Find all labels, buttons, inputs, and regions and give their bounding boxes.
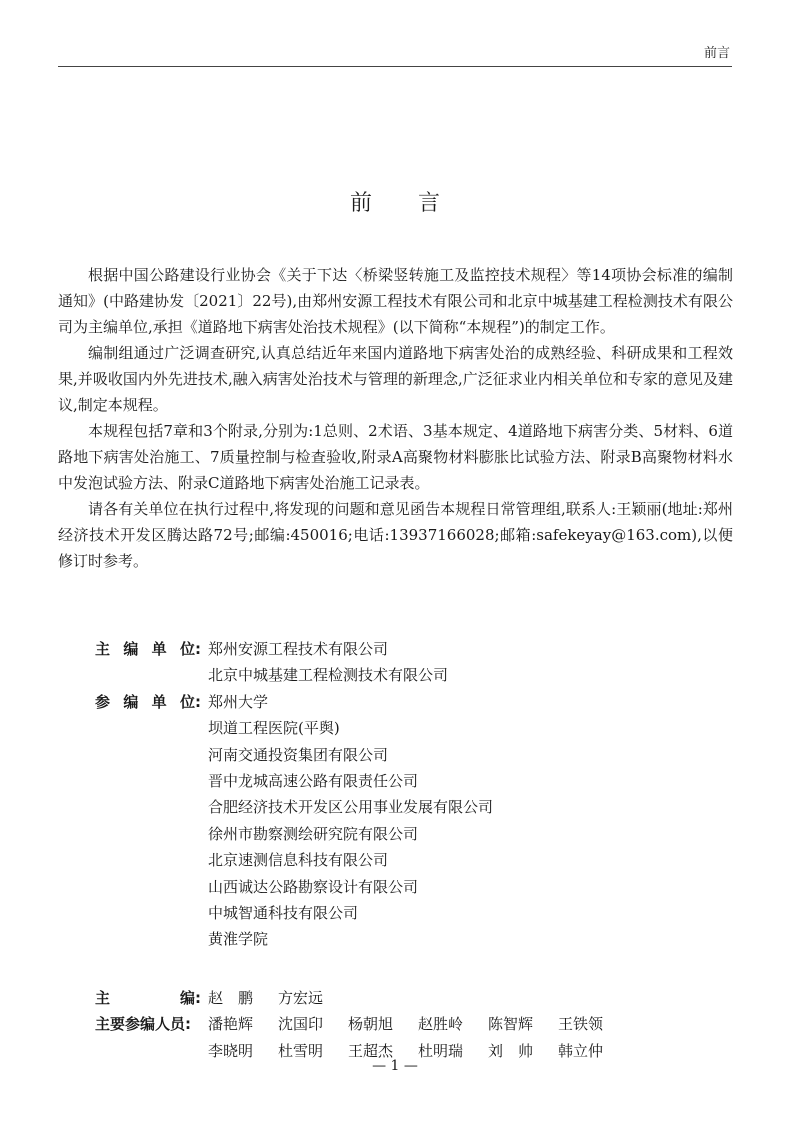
person-name: 杜雪明 [278,1041,324,1060]
unit-item: 中城智通科技有限公司 [208,903,359,922]
paragraph: 请各有关单位在执行过程中,将发现的问题和意见函告本规程日常管理组,联系人:王颖丽(地址:郑州经济技术开发区腾达路72号;邮编:450016;电话:13937166028;邮箱:safekeyay@163.com),以便修订时参考。 [58,500,733,570]
label-colon: : [195,989,201,1007]
participating-units-list [208,689,493,953]
person-name: 陈智辉 [488,1015,534,1034]
label-colon: : [195,640,201,658]
label-char: 单 [151,692,167,711]
running-header: 前言 [703,46,730,61]
chief-editors-row [95,985,628,1011]
label-char: 参 [95,692,111,711]
paragraph: 根据中国公路建设行业协会《关于下达〈桥梁竖转施工及监控技术规程〉等14项协会标准的编制通知》(中路建协发〔2021〕22号),由郑州安源工程技术有限公司和北京中城基建工程检测技术有限公司为主编单位,承担《道路地下病害处治技术规程》(以下简称“本规程”)的制定工作。 [58,266,733,336]
label-char: 位 [179,692,195,711]
label-text: 主要参编人员 [95,1015,186,1034]
page-number: — 1 — [372,1058,418,1074]
chief-units-label [95,636,208,689]
person-name: 王铁领 [558,1015,604,1034]
label-char: 编 [123,640,139,658]
person-name: 沈国印 [278,1015,324,1034]
unit-item: 山西诚达公路勘察设计有限公司 [208,877,419,896]
label-char: 单 [151,640,167,658]
label-char: 位 [179,640,195,658]
unit-item: 黄淮学院 [208,930,269,949]
header-rule [58,66,732,67]
chief-units-row [95,636,493,689]
unit-item: 合肥经济技术开发区公用事业发展有限公司 [208,798,494,817]
title-char-2: 言 [418,191,441,216]
person-name: 王超杰 [348,1041,394,1060]
label-char: 主 [95,989,111,1007]
paragraph: 本规程包括7章和3个附录,分别为:1总则、2术语、3基本规定、4道路地下病害分类、5材料、6道路地下病害处治施工、7质量控制与检查验收,附录A高聚物材料膨胀比试验方法、附录B高聚物材料水中发泡试验方法、附录C道路地下病害处治施工记录表。 [58,422,733,492]
participants-names-row-1 [208,1011,628,1037]
label-colon: : [195,692,201,711]
label-char: 主 [95,640,111,658]
person-name: 李晓明 [208,1041,254,1060]
chief-editors-label [95,985,208,1011]
person-name: 赵胜岭 [418,1015,464,1034]
participating-units-row [95,689,493,953]
people-section [95,985,628,1064]
person-name: 赵 鹏 [208,989,254,1007]
units-section [95,636,493,953]
label-colon: : [185,1015,192,1034]
chief-editors-names [208,985,348,1011]
chief-units-list [208,636,448,689]
page-title [0,186,790,217]
unit-item: 北京中城基建工程检测技术有限公司 [208,666,449,685]
person-name: 方宏远 [278,989,324,1007]
person-name: 刘 帅 [488,1041,534,1060]
paragraph: 编制组通过广泛调查研究,认真总结近年来国内道路地下病害处治的成熟经验、科研成果和工程效果,并吸收国内外先进技术,融入病害处治技术与管理的新理念,广泛征求业内相关单位和专家的意见及建议,制定本规程。 [58,344,733,414]
person-name: 杨朝旭 [348,1015,394,1034]
unit-item: 河南交通投资集团有限公司 [208,745,389,764]
label-char: 编 [179,989,195,1007]
label-char: 编 [123,692,139,711]
person-name: 韩立仲 [558,1041,604,1060]
unit-item: 郑州安源工程技术有限公司 [208,640,389,658]
person-name: 杜明瑞 [418,1041,464,1060]
unit-item: 晋中龙城高速公路有限责任公司 [208,771,419,790]
preface-body [58,262,733,574]
unit-item: 徐州市勘察测绘研究院有限公司 [208,824,419,843]
person-name: 潘艳辉 [208,1015,254,1034]
main-participants-label [95,1011,208,1037]
unit-item: 郑州大学 [208,692,269,711]
main-participants-row [95,1011,628,1037]
participating-units-label [95,689,208,953]
unit-item: 北京速测信息科技有限公司 [208,851,389,870]
title-char-1: 前 [349,191,372,216]
unit-item: 坝道工程医院(平舆) [208,719,340,738]
